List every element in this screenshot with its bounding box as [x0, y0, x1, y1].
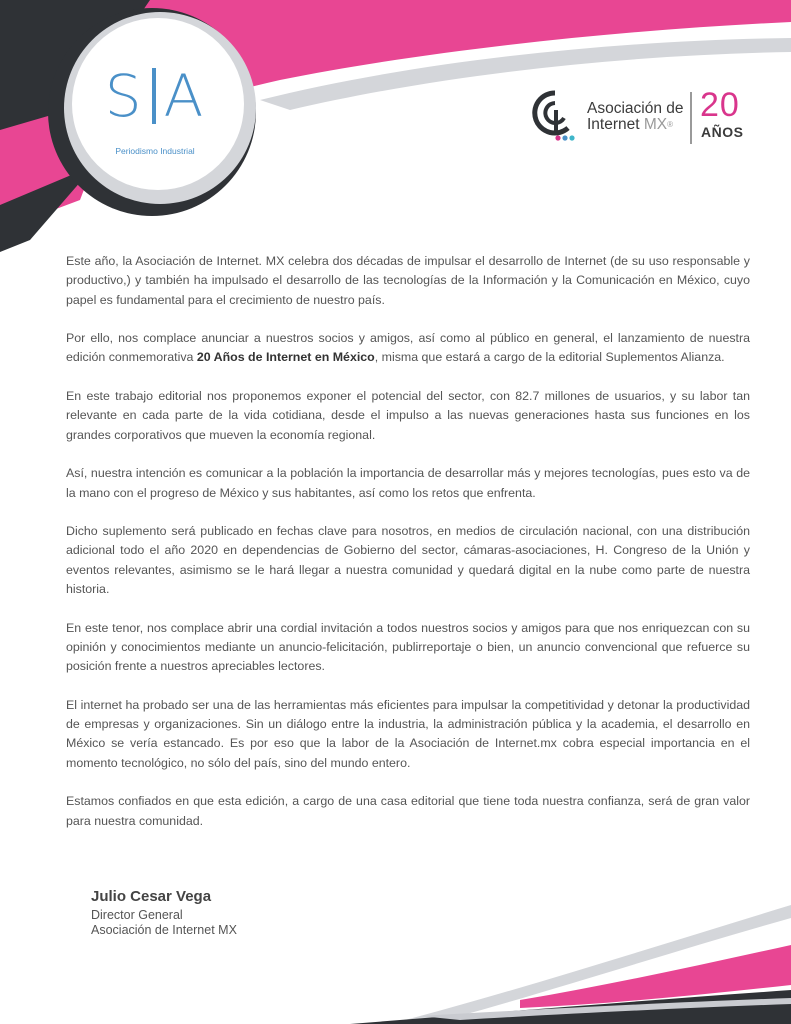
edition-title: 20 Años de Internet en México — [196, 350, 375, 365]
sa-logo — [85, 52, 225, 172]
aimx-logo — [530, 88, 755, 148]
sa-logo-subtitle: Periodismo Industrial — [115, 146, 195, 156]
paragraph-2 — [66, 329, 750, 368]
paragraph-2-intro: Por ello, nos complace anunciar a nuestros socios y amigos, así como al público en general, el lanzamiento de nuestra edición conmemorativa — [66, 331, 750, 365]
sa-logo-letter-s: S — [104, 62, 144, 130]
sa-logo-divider — [152, 68, 156, 124]
signature-block — [91, 888, 237, 938]
aimx-mx: MX — [643, 116, 668, 133]
signer-title: Director General — [91, 908, 183, 922]
sa-logo-letters — [85, 62, 225, 130]
aimx-wordmark — [587, 101, 684, 133]
paragraph-3: En este trabajo editorial nos proponemos exponer el potencial del sector, con 82.7 millones de usuarios, y su labor tan relevante en cada parte de la vida cotidiana, desde el impulso a las nuevas generaciones hasta sus funciones en los grandes corporativos que mueven la economía regional. — [66, 389, 750, 442]
aimx-divider — [690, 92, 692, 144]
signer-organization: Asociación de Internet MX — [91, 923, 237, 937]
signer-name: Julio Cesar Vega — [91, 888, 212, 905]
aimx-line2 — [587, 117, 684, 133]
aimx-anniversary-label: AÑOS — [701, 124, 744, 140]
letter-body — [66, 252, 750, 850]
paragraph-6: En este tenor, nos complace abrir una cordial invitación a todos nuestros socios y amigos para que nos enriquezcan con su opinión y conocimientos mediante un anuncio-felicitación, publirreportaje o bien, un anuncio convencional que refuerce su posición frente a nuestros apreciables lectores. — [66, 620, 750, 674]
paragraph-7: El internet ha probado ser una de las herramientas más eficientes para impulsar la competitividad y detonar la productividad de empresas y organizaciones. Sin un diálogo entre la industria, la administración pública y la academia, el desarrollo en México se vería estancado. Es por eso que la labor de la Asociación de Internet.mx cobra especial importancia en el momento tecnológico, no sólo del país, sino del mundo entero. — [66, 697, 750, 770]
aimx-internet: Internet — [587, 116, 640, 133]
paragraph-2-end: , misma que estará a cargo de la editorial Suplementos Alianza. — [374, 350, 725, 365]
paragraph-8: Estamos confiados en que esta edición, a cargo de una casa editorial que tiene toda nuestra confianza, será de gran valor para nuestra comunidad. — [66, 794, 750, 828]
aimx-anniversary-number: 20 — [700, 86, 740, 124]
paragraph-5: Dicho suplemento será publicado en fechas clave para nosotros, en medios de circulación nacional, con una distribución adicional todo el año 2020 en dependencias de Gobierno del sector, cámaras-asociaciones, H. Congreso de la Unión y eventos relevantes, asimismo se le hará llegar a nuestra comunidad y quedará digital en la nube como parte de nuestra historia. — [66, 524, 750, 597]
sa-logo-letter-a: A — [163, 62, 206, 130]
paragraph-1: Este año, la Asociación de Internet. MX celebra dos décadas de impulsar el desarrollo de Internet (de su uso responsable y productivo,) y también ha impulsado el desarrollo de las tecnologías de la Información y la Comunicación en México, cuyo papel es fundamental para el crecimiento de nuestro país. — [66, 254, 750, 307]
aimx-emblem-icon — [530, 88, 580, 146]
aimx-line1: Asociación de — [587, 100, 684, 117]
paragraph-4: Así, nuestra intención es comunicar a la población la importancia de desarrollar más y mejores tecnologías, pues esto va de la mano con el progreso de México y sus habitantes, así como los retos que enfrenta. — [66, 466, 750, 500]
aimx-registered: ® — [667, 120, 674, 129]
